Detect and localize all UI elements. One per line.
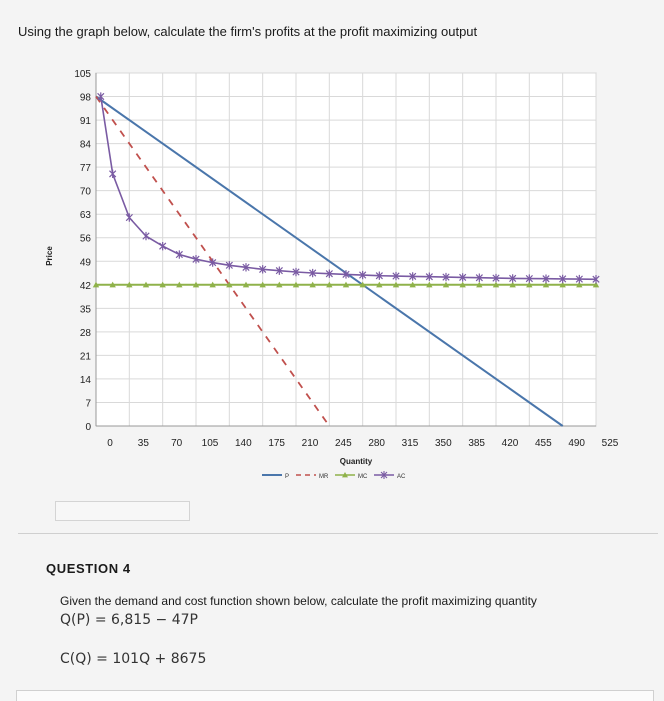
x-tick-label: 420 [501, 438, 519, 449]
x-axis-label: Quantity [339, 457, 373, 466]
legend [262, 471, 406, 480]
y-tick-label: 28 [79, 327, 91, 339]
y-tick-label: 98 [79, 92, 91, 104]
x-tick-label: 490 [568, 438, 586, 449]
question-text: Using the graph below, calculate the firm's profits at the profit maximizing output [18, 24, 478, 39]
question-4-prompt: Given the demand and cost function shown below, calculate the profit maximizing quantity [60, 594, 537, 608]
cost-equation: C(Q) = 101Q + 8675 [60, 651, 207, 667]
x-tick-label: 385 [468, 438, 486, 449]
y-axis-label: Price [45, 246, 54, 266]
y-tick-label: 7 [85, 398, 91, 410]
question-4-heading: QUESTION 4 [46, 561, 131, 576]
x-tick-label: 455 [534, 438, 552, 449]
x-tick-label: 525 [601, 438, 619, 449]
x-tick-label: 140 [234, 438, 252, 449]
legend-ac-label: AC [397, 474, 406, 480]
next-question-box [16, 690, 654, 701]
y-tick-label: 49 [79, 257, 91, 269]
y-tick-label: 14 [79, 374, 91, 386]
legend-mr-label: MR [319, 474, 329, 480]
y-tick-label: 56 [79, 233, 91, 245]
x-tick-label: 105 [201, 438, 219, 449]
y-tick-label: 70 [79, 186, 91, 198]
legend-mc-label: MC [358, 474, 368, 480]
answer-input[interactable] [55, 501, 190, 521]
x-tick-label: 315 [401, 438, 419, 449]
x-tick-label: 350 [434, 438, 452, 449]
y-tick-label: 105 [74, 69, 91, 80]
x-tick-label: 210 [301, 438, 319, 449]
divider [18, 533, 658, 534]
x-tick-label: 280 [368, 438, 386, 449]
y-tick-label: 21 [79, 351, 91, 363]
y-tick-label: 0 [85, 422, 91, 433]
y-tick-label: 91 [79, 116, 91, 128]
demand-equation: Q(P) = 6,815 − 47P [60, 612, 198, 628]
x-tick-label: 70 [171, 438, 183, 449]
y-tick-label: 77 [79, 163, 91, 175]
x-tick-label: 175 [268, 438, 286, 449]
x-tick-label: 245 [334, 438, 352, 449]
y-tick-label: 84 [79, 139, 91, 151]
y-tick-label: 42 [79, 280, 91, 292]
x-tick-label: 0 [107, 438, 113, 449]
x-tick-label: 35 [137, 438, 149, 449]
y-tick-label: 63 [79, 210, 91, 222]
legend-p-label: P [285, 474, 290, 480]
y-tick-label: 35 [79, 304, 91, 316]
